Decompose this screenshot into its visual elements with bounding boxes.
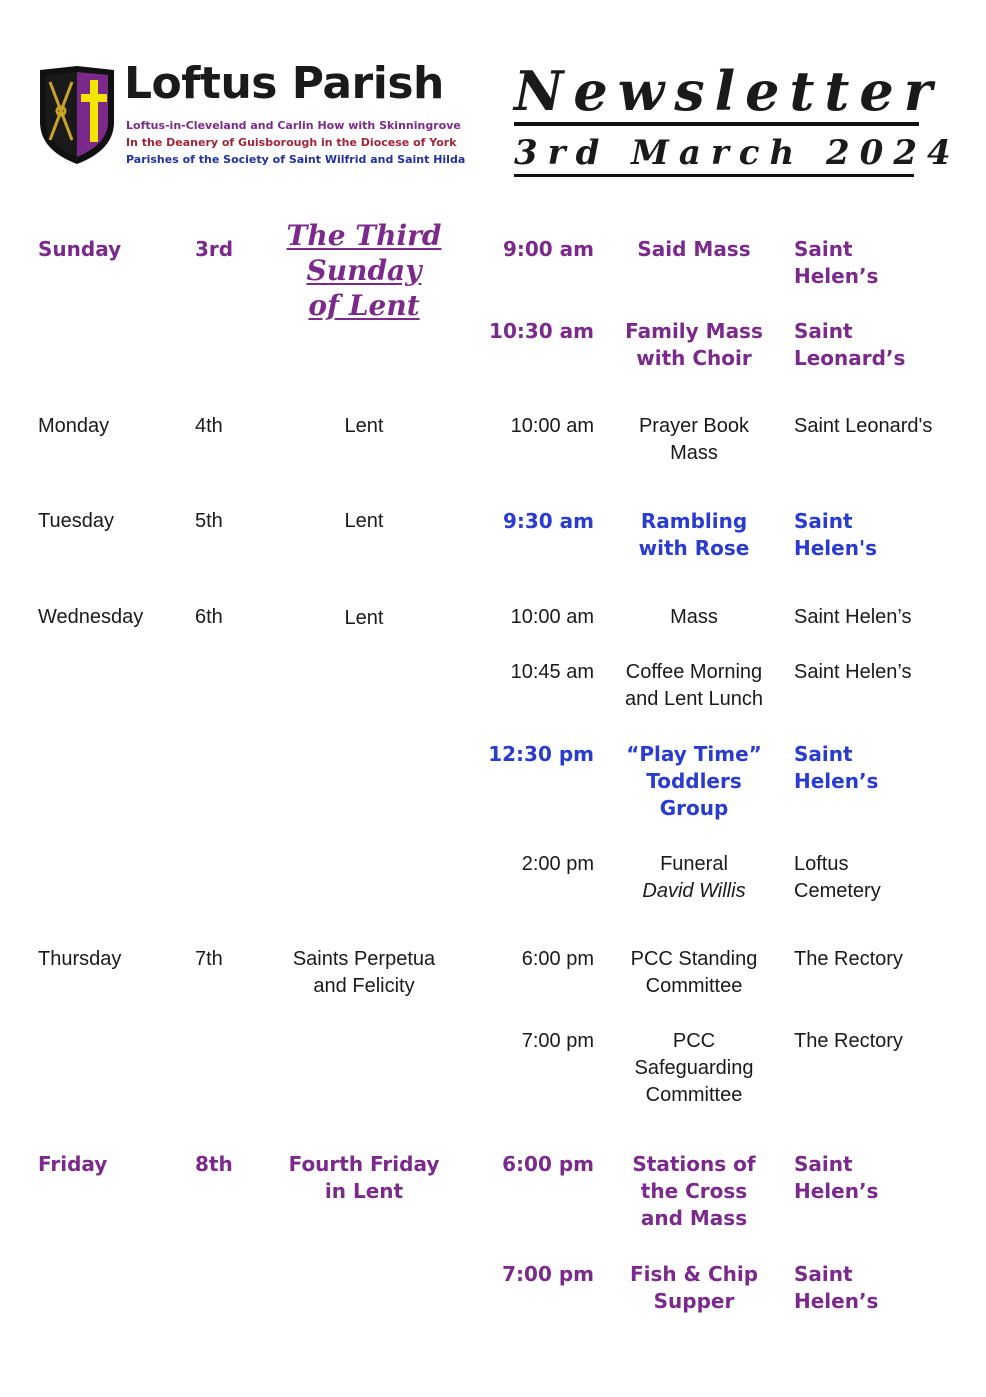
place-line: Helen’s (794, 1289, 879, 1313)
event-line: PCC (672, 1030, 716, 1052)
event-time: 9:00 am (502, 237, 594, 261)
event-line: PCC Standing (630, 948, 758, 970)
date-label: 7th (195, 948, 223, 970)
event-line: Rambling (640, 509, 748, 533)
event-line: Safeguarding (634, 1057, 754, 1079)
event-line: Coffee Morning (625, 661, 763, 683)
shield-cross-crest-icon (36, 64, 118, 166)
event-place (794, 318, 964, 372)
event-time: 6:00 pm (521, 948, 594, 970)
place-line: Cemetery (794, 880, 881, 902)
place-line: Saint (794, 237, 853, 261)
place-line: Saint (794, 742, 853, 766)
event-name (604, 318, 784, 372)
event-name (604, 1261, 784, 1315)
event-line: the Cross (640, 1179, 748, 1203)
event-line: Supper (653, 1289, 735, 1313)
event-place: The Rectory (794, 1030, 903, 1052)
event-name (604, 236, 784, 263)
event-line: Family Mass (625, 319, 763, 343)
place-line: Saint (794, 1262, 853, 1286)
event-line: Fish & Chip (629, 1262, 759, 1286)
deceased-name: David Willis (642, 880, 746, 902)
event-name (604, 508, 784, 562)
event-time: 12:30 pm (488, 742, 594, 766)
event-time: 10:00 am (510, 415, 594, 437)
event-line: with Rose (638, 536, 750, 560)
event-line: Group (659, 796, 729, 820)
event-name: Mass (670, 606, 718, 628)
event-place: Saint Leonard's (794, 415, 933, 437)
event-place (794, 851, 964, 905)
event-time: 2:00 pm (521, 853, 594, 875)
occasion-line: of Lent (308, 289, 420, 322)
event-line: Committee (645, 975, 743, 997)
event-line: Said Mass (637, 237, 751, 261)
event-line: “Play Time” (626, 742, 762, 766)
place-line: Helen’s (794, 1179, 879, 1203)
place-line: Helen’s (794, 769, 879, 793)
event-time: 10:00 am (510, 606, 594, 628)
deanery-subtitle: In the Deanery of Guisborough in the Diocese of York (126, 136, 457, 149)
event-place (794, 1261, 964, 1315)
place-line: Helen’s (794, 264, 879, 288)
place-line: Saint (794, 1152, 853, 1176)
occasion-label (274, 218, 454, 323)
place-line: Saint (794, 509, 853, 533)
occasion-label: Lent (344, 607, 384, 629)
event-place (794, 508, 964, 562)
event-name (604, 659, 784, 713)
date-label: 3rd (195, 237, 234, 261)
event-name (604, 413, 784, 467)
event-time: 7:00 pm (521, 1030, 594, 1052)
occasion-line: Fourth Friday (288, 1152, 440, 1176)
place-line: Loftus (794, 853, 849, 875)
event-name (604, 1028, 784, 1109)
date-label: 4th (195, 415, 223, 437)
parish-title: Loftus Parish (124, 58, 444, 109)
day-label: Wednesday (38, 606, 144, 628)
event-time: 6:00 pm (502, 1152, 594, 1176)
event-line: and Lent Lunch (625, 688, 763, 710)
occasion-line: in Lent (324, 1179, 404, 1203)
event-line: Committee (645, 1084, 743, 1106)
event-name (604, 1151, 784, 1232)
place-line: Saint (794, 319, 853, 343)
occasion-label (274, 946, 454, 1000)
day-label: Tuesday (38, 510, 114, 532)
date-label: 5th (195, 510, 223, 532)
day-label: Thursday (38, 948, 122, 970)
occasion-line: and Felicity (313, 975, 415, 997)
occasion-line: Sunday (306, 254, 422, 287)
newsletter-date: 3rd March 2024 (514, 132, 914, 177)
event-time: 10:45 am (510, 661, 594, 683)
newsletter-title: Newsletter (514, 60, 919, 126)
occasion-label: Lent (344, 510, 384, 532)
event-name (604, 741, 784, 822)
event-place (794, 236, 964, 290)
event-line: Stations of (632, 1152, 756, 1176)
date-label: 8th (195, 1152, 233, 1176)
event-name (604, 851, 784, 905)
occasion-line: Saints Perpetua (292, 948, 436, 970)
event-name (604, 946, 784, 1000)
event-time: 9:30 am (502, 509, 594, 533)
place-line: Leonard’s (794, 346, 906, 370)
event-place: Saint Helen’s (794, 606, 912, 628)
event-place: The Rectory (794, 948, 903, 970)
event-time: 10:30 am (489, 319, 594, 343)
newsletter-header (36, 60, 966, 190)
occasion-line: The Third (286, 219, 442, 252)
occasion-label (274, 1151, 454, 1205)
society-subtitle: Parishes of the Society of Saint Wilfrid and Saint Hilda (126, 153, 466, 166)
event-line: Funeral (660, 853, 728, 875)
event-line: Prayer Book (638, 415, 750, 437)
occasion-label: Lent (344, 415, 384, 437)
event-place (794, 1151, 964, 1205)
day-label: Monday (38, 415, 110, 437)
date-label: 6th (195, 606, 223, 628)
place-line: Helen's (794, 536, 877, 560)
event-line: Mass (670, 442, 718, 464)
day-label: Friday (38, 1152, 108, 1176)
event-line: Toddlers (646, 769, 742, 793)
day-label: Sunday (38, 237, 122, 261)
event-line: with Choir (636, 346, 752, 370)
event-place: Saint Helen’s (794, 661, 912, 683)
event-time: 7:00 pm (502, 1262, 594, 1286)
event-line: and Mass (640, 1206, 748, 1230)
parish-subtitle: Loftus-in-Cleveland and Carlin How with Skinningrove (126, 119, 461, 132)
event-place (794, 741, 964, 795)
